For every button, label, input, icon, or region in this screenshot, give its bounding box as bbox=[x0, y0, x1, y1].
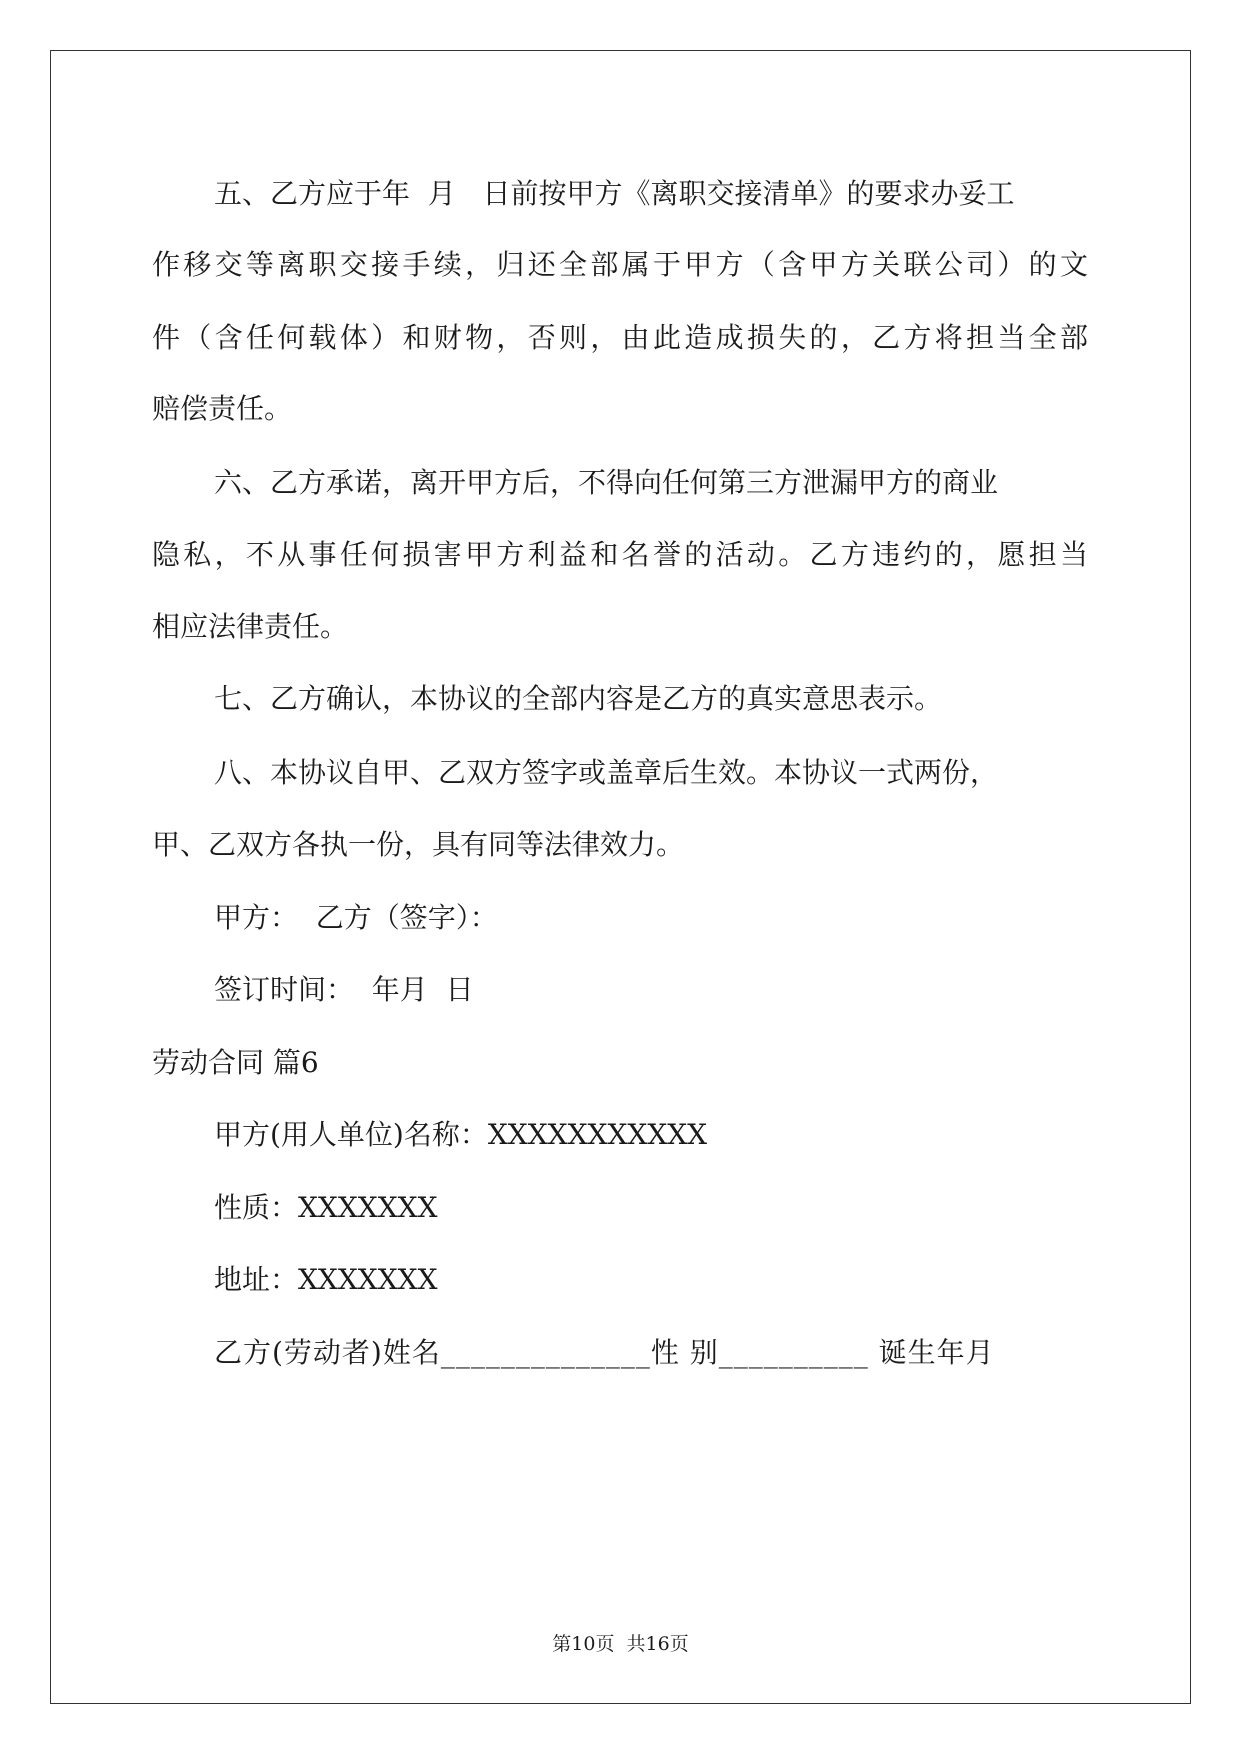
clause-5-line-3: 件（含任何载体）和财物，否则，由此造成损失的，乙方将担当全部 bbox=[152, 321, 1088, 354]
clause-6-line-2: 隐私，不从事任何损害甲方利益和名誉的活动。乙方违约的，愿担当 bbox=[152, 538, 1088, 571]
clause-8-line-2: 甲、乙双方各执一份，具有同等法律效力。 bbox=[152, 828, 685, 861]
signing-date: 签订时间： 年月 日 bbox=[214, 973, 474, 1006]
page-border bbox=[50, 50, 1191, 1704]
clause-5-line-1: 五、乙方应于年 月 日前按甲方《离职交接清单》的要求办妥工 bbox=[214, 177, 1015, 210]
clause-8-line-1: 八、本协议自甲、乙双方签字或盖章后生效。本协议一式两份， bbox=[214, 756, 999, 789]
party-b-info: 乙方(劳动者)姓名______________性 别__________ 诞生年月 bbox=[214, 1336, 995, 1369]
page-number: 第10页 共16页 bbox=[552, 1633, 689, 1655]
clause-7-line-1: 七、乙方确认，本协议的全部内容是乙方的真实意思表示。 bbox=[214, 682, 943, 715]
clause-5-line-4: 赔偿责任。 bbox=[152, 392, 293, 425]
signature-parties: 甲方： 乙方（签字）： bbox=[214, 901, 498, 934]
clause-6-line-1: 六、乙方承诺，离开甲方后，不得向任何第三方泄漏甲方的商业 bbox=[214, 466, 999, 499]
clause-5-line-2: 作移交等离职交接手续，归还全部属于甲方（含甲方关联公司）的文 bbox=[152, 248, 1088, 281]
section-heading: 劳动合同 篇6 bbox=[152, 1046, 319, 1079]
party-a-nature: 性质：XXXXXXX bbox=[214, 1191, 438, 1224]
clause-6-line-3: 相应法律责任。 bbox=[152, 610, 349, 643]
party-a-name: 甲方(用人单位)名称：XXXXXXXXXXX bbox=[214, 1118, 708, 1151]
party-a-address: 地址：XXXXXXX bbox=[214, 1263, 438, 1296]
